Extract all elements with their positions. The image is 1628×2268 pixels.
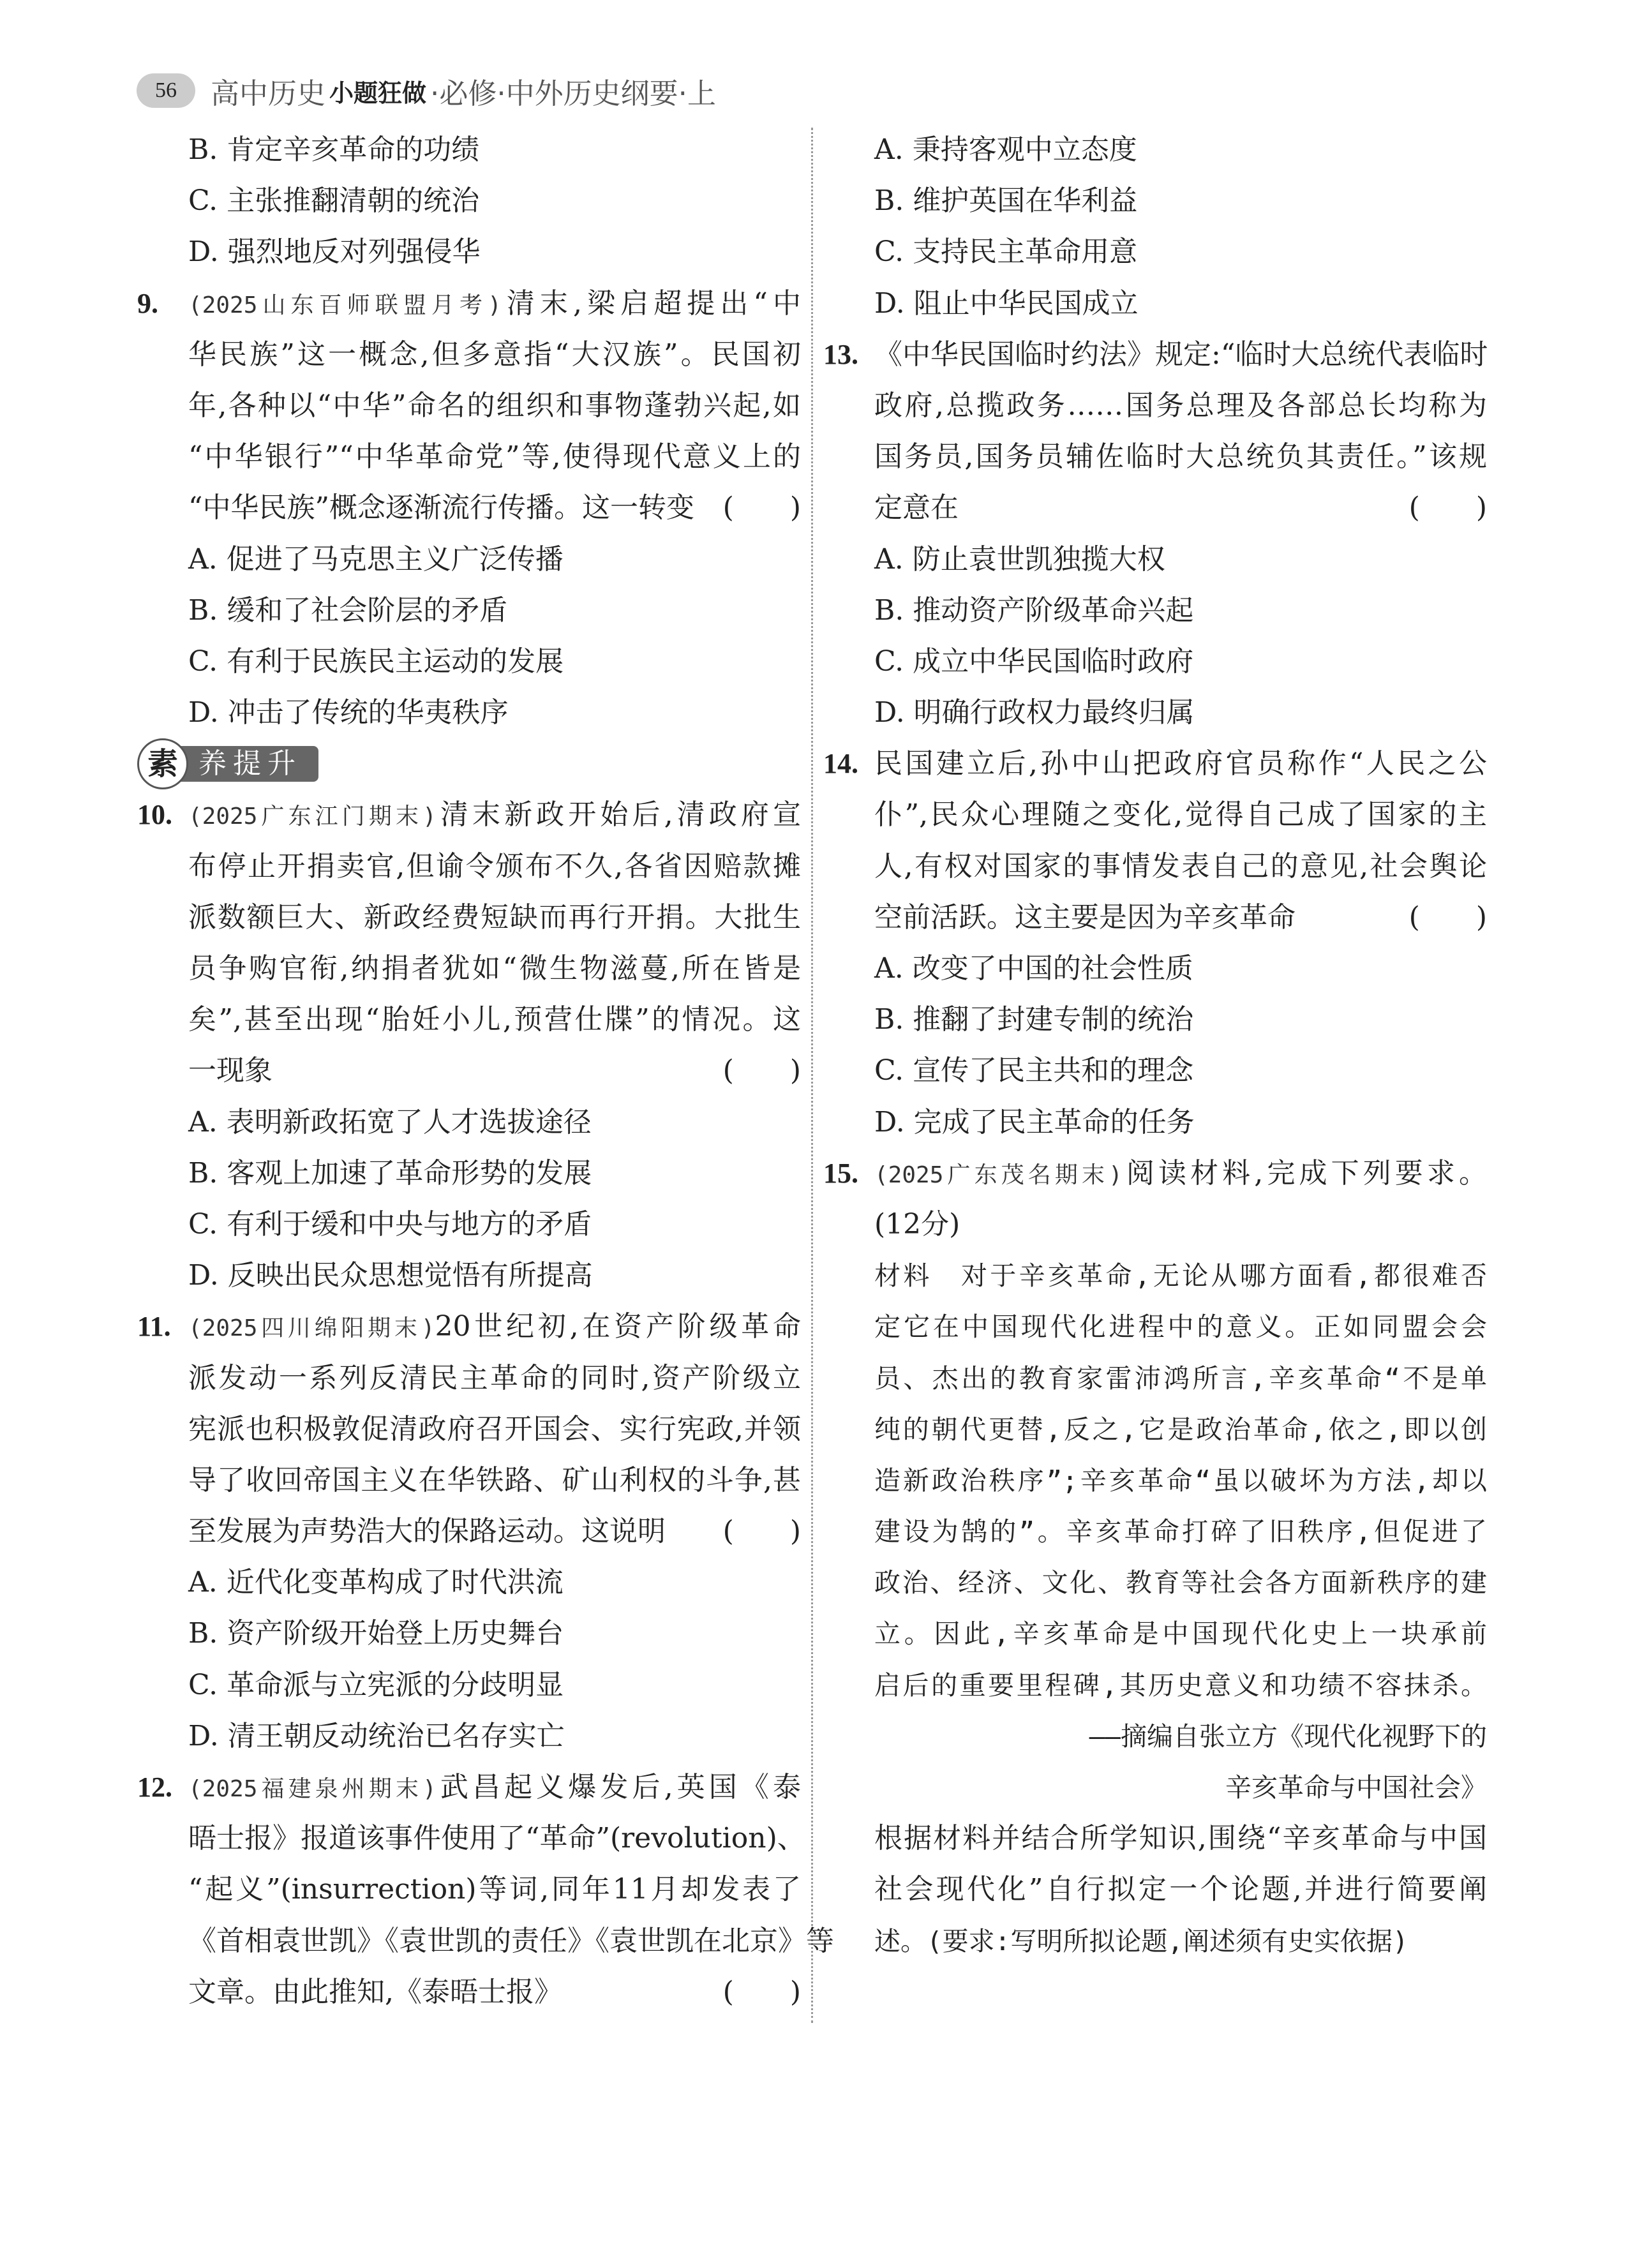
- answer-blank[interactable]: ( ): [722, 1515, 801, 1548]
- line-text: 造新政治秩序”;辛亥革命“虽以破坏为方法,却以: [874, 1465, 1487, 1496]
- question-text: [874, 1148, 1487, 1201]
- option-text: D. 反映出民众思想觉悟有所提高: [188, 1259, 593, 1292]
- line-text: 纯的朝代更替,反之,它是政治革命,依之,即以创: [874, 1414, 1487, 1445]
- question-line: [137, 1455, 801, 1506]
- question-line: [823, 482, 1487, 533]
- question-line: [823, 841, 1487, 892]
- question-text-segment: (12分): [874, 1207, 960, 1241]
- answer-option: [823, 124, 1487, 175]
- question-text-segment: 年,各种以“中华”命名的组织和事物蓬勃兴起,如: [188, 389, 801, 422]
- option-text: C. 革命派与立宪派的分歧明显: [188, 1668, 564, 1701]
- requirement-line: [823, 1813, 1487, 1864]
- question-text: [874, 431, 1487, 482]
- question-text-segment: 《中华民国临时约法》规定:“临时大总统代表临时: [874, 338, 1488, 371]
- option-text: C. 主张推翻清朝的统治: [188, 184, 480, 218]
- question-number: 15.: [823, 1157, 858, 1189]
- line-text: 立。因此,辛亥革命是中国现代化史上一块承前: [874, 1618, 1487, 1650]
- answer-option: [137, 1250, 801, 1301]
- answer-option: [823, 994, 1487, 1045]
- question-text: [188, 1967, 712, 2018]
- question-number: 11.: [137, 1311, 171, 1343]
- answer-option: [137, 175, 801, 227]
- option-text: B. 客观上加速了革命形势的发展: [188, 1156, 592, 1190]
- question-text: [874, 1199, 1487, 1250]
- answer-option: [823, 585, 1487, 636]
- option-text: C. 有利于民族民主运动的发展: [188, 645, 564, 678]
- question-line: [137, 329, 801, 380]
- question-text-segment: 政府,总揽政务……国务总理及各部总长均称为: [874, 389, 1487, 422]
- question-line: [823, 789, 1487, 840]
- question-text: [188, 380, 801, 431]
- line-text: 启后的重要里程碑,其历史意义和功绩不容抹杀。: [874, 1669, 1487, 1701]
- question-line: [137, 1045, 801, 1096]
- question-text: [188, 278, 801, 331]
- question-text-segment: 矣”,甚至出现“胎妊小儿,预营仕牒”的情况。这: [188, 1003, 801, 1036]
- question-source: (2025福建泉州期末): [188, 1776, 437, 1802]
- line-text: 材料 对于辛亥革命,无论从哪方面看,都很难否: [874, 1260, 1487, 1292]
- column-divider: [811, 128, 813, 2023]
- answer-option: [137, 1199, 801, 1250]
- line-text: 辛亥革命与中国社会》: [1225, 1772, 1487, 1803]
- material-line: [823, 1455, 1487, 1506]
- question-text: [874, 738, 1487, 789]
- question-line: [137, 482, 801, 533]
- question-text: [188, 892, 801, 943]
- question-source: (2025广东茂名期末): [874, 1161, 1123, 1188]
- question-text-segment: 布停止开捐卖官,但谕令颁布不久,各省因赔款摊: [188, 849, 801, 883]
- material-line: [823, 1250, 1487, 1301]
- requirement-line: [823, 1864, 1487, 1915]
- requirement-line: [823, 1916, 1487, 1967]
- question-line: [137, 994, 801, 1045]
- question-text: [188, 943, 801, 994]
- question-text: [188, 1353, 801, 1404]
- line-text: 根据材料并结合所学知识,围绕“辛亥革命与中国: [874, 1822, 1487, 1855]
- question-text-segment: “中华民族”概念逐渐流行传播。这一转变: [188, 491, 694, 525]
- line-text: ——摘编自张立方《现代化视野下的: [1089, 1720, 1487, 1752]
- answer-option: [823, 175, 1487, 227]
- question-text: [188, 1813, 805, 1864]
- question-text-segment: 仆”,民众心理随之变化,觉得自己成了国家的主: [874, 798, 1487, 832]
- material-line: [823, 1557, 1487, 1608]
- question-text-segment: 20世纪初,在资产阶级革命: [435, 1310, 801, 1343]
- answer-option: [137, 534, 801, 585]
- question-text: [188, 1045, 712, 1096]
- badge-circle-glyph: 素: [137, 738, 188, 789]
- answer-option: [137, 227, 801, 278]
- question-text-segment: “起义”(insurrection)等词,同年11月却发表了: [188, 1873, 801, 1906]
- line-text: 述。(要求:写明所拟论题,阐述须有史实依据): [874, 1925, 1408, 1957]
- answer-blank[interactable]: ( ): [1408, 900, 1487, 934]
- section-badge: [137, 738, 318, 789]
- question-text-segment: 晤士报》报道该事件使用了“革命”(revolution)、: [188, 1822, 805, 1855]
- answer-option: [823, 943, 1487, 994]
- question-text-segment: 派发动一系列反清民主革命的同时,资产阶级立: [188, 1361, 801, 1394]
- question-text: [188, 1455, 801, 1506]
- answer-option: [823, 687, 1487, 738]
- answer-option: [823, 1097, 1487, 1148]
- question-text-segment: 定意在: [874, 491, 959, 525]
- option-text: A. 秉持客观中立态度: [874, 133, 1137, 166]
- question-text-segment: 宪派也积极敦促清政府召开国会、实行宪政,并领: [188, 1412, 801, 1445]
- material-line: [823, 1404, 1487, 1455]
- answer-option: [137, 124, 801, 175]
- question-line: [137, 380, 801, 431]
- question-text-segment: 至发展为声势浩大的保路运动。这说明: [188, 1515, 666, 1548]
- material-line: [823, 1660, 1487, 1711]
- answer-option: [137, 1660, 801, 1711]
- question-text: [188, 329, 801, 380]
- header-title-prefix: 高中历史: [211, 76, 326, 110]
- question-line: [137, 1404, 801, 1455]
- right-column: [823, 124, 1487, 1967]
- option-text: B. 推翻了封建专制的统治: [874, 1003, 1194, 1036]
- question-12: [137, 1762, 801, 1813]
- question-text: [874, 892, 1398, 943]
- option-text: B. 推动资产阶级革命兴起: [874, 593, 1194, 627]
- option-text: D. 阻止中华民国成立: [874, 287, 1139, 320]
- question-text-segment: 清末新政开始后,清政府宣: [436, 798, 801, 832]
- left-column: [137, 124, 834, 2018]
- question-number: 13.: [823, 338, 858, 370]
- citation-line: [823, 1762, 1487, 1813]
- question-line: [137, 1916, 834, 1967]
- answer-blank[interactable]: ( ): [722, 1054, 801, 1087]
- question-line: [137, 892, 801, 943]
- answer-blank[interactable]: ( ): [722, 1975, 801, 2008]
- question-text: [874, 789, 1487, 840]
- material-line: [823, 1506, 1487, 1557]
- answer-option: [823, 636, 1487, 687]
- citation-line: [823, 1711, 1487, 1762]
- question-15: [823, 1148, 1487, 1199]
- answer-option: [137, 1711, 801, 1762]
- question-line: [137, 1353, 801, 1404]
- option-text: A. 近代化变革构成了时代洪流: [188, 1566, 564, 1599]
- question-text: [874, 482, 1398, 533]
- line-text: 社会现代化”自行拟定一个论题,并进行简要阐: [874, 1873, 1487, 1906]
- material-line: [823, 1353, 1487, 1404]
- answer-option: [137, 1097, 801, 1148]
- question-text-segment: “中华银行”“中华革命党”等,使得现代意义上的: [188, 440, 801, 474]
- option-text: C. 支持民主革命用意: [874, 235, 1138, 269]
- answer-option: [823, 1045, 1487, 1096]
- question-line: [823, 380, 1487, 431]
- question-text-segment: 员争购官衔,纳捐者犹如“微生物滋蔓,所在皆是: [188, 952, 801, 985]
- question-text: [188, 431, 801, 482]
- question-text-segment: 人,有权对国家的事情发表自己的意见,社会舆论: [874, 849, 1487, 883]
- answer-option: [823, 278, 1487, 329]
- question-source: (2025广东江门期末): [188, 803, 437, 830]
- option-text: D. 清王朝反动统治已名存实亡: [188, 1719, 565, 1752]
- option-text: B. 资产阶级开始登上历史舞台: [188, 1617, 564, 1650]
- question-text-segment: 空前活跃。这主要是因为辛亥革命: [874, 900, 1296, 934]
- section-heading: [137, 738, 801, 789]
- option-text: C. 成立中华民国临时政府: [874, 645, 1194, 678]
- question-text: [188, 1916, 834, 1967]
- answer-option: [137, 636, 801, 687]
- question-text: [874, 841, 1487, 892]
- header-title-suffix: ·必修·中外历史纲要·上: [430, 76, 716, 110]
- question-text-segment: 《首相袁世凯》《袁世凯的责任》《袁世凯在北京》等: [188, 1924, 834, 1957]
- question-text-segment: 一现象: [188, 1054, 273, 1087]
- question-11: [137, 1301, 801, 1352]
- option-text: D. 完成了民主革命的任务: [874, 1105, 1195, 1138]
- question-text: [188, 482, 712, 533]
- question-text: [188, 1301, 801, 1354]
- line-text: 政治、经济、文化、教育等社会各方面新秩序的建: [874, 1567, 1487, 1599]
- question-number: 9.: [137, 287, 158, 319]
- question-line: [823, 1199, 1487, 1250]
- option-text: A. 促进了马克思主义广泛传播: [188, 542, 564, 576]
- material-line: [823, 1608, 1487, 1659]
- option-text: B. 缓和了社会阶层的矛盾: [188, 593, 508, 627]
- option-text: C. 有利于缓和中央与地方的矛盾: [188, 1207, 592, 1241]
- option-text: D. 明确行政权力最终归属: [874, 696, 1195, 729]
- answer-option: [137, 1148, 801, 1199]
- answer-option: [137, 687, 801, 738]
- question-line: [137, 431, 801, 482]
- question-text: [188, 789, 801, 842]
- option-text: A. 防止袁世凯独揽大权: [874, 542, 1165, 576]
- question-source: (2025四川绵阳期末): [188, 1315, 435, 1342]
- question-text-segment: 民国建立后,孙中山把政府官员称作“人民之公: [874, 747, 1487, 780]
- line-text: 定它在中国现代化进程中的意义。正如同盟会会: [874, 1311, 1487, 1343]
- question-source: (2025山东百师联盟月考): [188, 292, 502, 318]
- question-text: [188, 1864, 801, 1915]
- question-line: [823, 431, 1487, 482]
- page-header: [137, 71, 716, 110]
- page-number: 56: [137, 73, 195, 108]
- line-text: 建设为鹄的”。辛亥革命打碎了旧秩序,但促进了: [874, 1516, 1487, 1548]
- option-text: D. 冲击了传统的华夷秩序: [188, 696, 509, 729]
- question-text: [874, 329, 1487, 380]
- line-text: 员、杰出的教育家雷沛鸿所言,辛亥革命“不是单: [874, 1362, 1487, 1394]
- answer-option: [823, 534, 1487, 585]
- question-text-segment: 清末,梁启超提出“中: [501, 287, 802, 320]
- option-text: C. 宣传了民主共和的理念: [874, 1054, 1194, 1087]
- option-text: B. 肯定辛亥革命的功绩: [188, 133, 480, 166]
- question-line: [137, 1967, 801, 2018]
- question-text: [188, 841, 801, 892]
- question-14: [823, 738, 1487, 789]
- question-text-segment: 国务员,国务员辅佐临时大总统负其责任。”该规: [874, 440, 1487, 474]
- question-number: 14.: [823, 748, 858, 780]
- option-text: A. 表明新政拓宽了人才选拔途径: [188, 1105, 592, 1138]
- answer-option: [137, 585, 801, 636]
- question-number: 10.: [137, 799, 172, 831]
- question-number: 12.: [137, 1772, 172, 1803]
- question-line: [137, 1864, 801, 1915]
- question-text: [188, 1762, 801, 1815]
- question-text: [874, 380, 1487, 431]
- question-line: [137, 1813, 805, 1864]
- option-text: B. 维护英国在华利益: [874, 184, 1138, 218]
- question-line: [137, 841, 801, 892]
- badge-label: 养提升: [175, 746, 318, 782]
- question-text-segment: 华民族”这一概念,但多意指“大汉族”。民国初: [188, 338, 801, 371]
- question-13: [823, 329, 1487, 380]
- answer-option: [823, 227, 1487, 278]
- answer-option: [137, 1557, 801, 1608]
- question-line: [137, 1506, 801, 1557]
- material-line: [823, 1301, 1487, 1352]
- question-line: [823, 892, 1487, 943]
- question-line: [137, 943, 801, 994]
- brand-logo: 小题狂做: [329, 78, 427, 107]
- question-text-segment: 文章。由此推知,《泰晤士报》: [188, 1975, 562, 2008]
- question-10: [137, 789, 801, 840]
- option-text: A. 改变了中国的社会性质: [874, 952, 1193, 985]
- question-text: [188, 1404, 801, 1455]
- question-text-segment: 导了收回帝国主义在华铁路、矿山利权的斗争,甚: [188, 1463, 801, 1496]
- question-text: [188, 1506, 712, 1557]
- question-text: [188, 994, 801, 1045]
- question-text-segment: 阅读材料,完成下列要求。: [1122, 1156, 1487, 1190]
- answer-blank[interactable]: ( ): [1408, 491, 1487, 525]
- question-text-segment: 武昌起义爆发后,英国《泰: [436, 1771, 801, 1803]
- answer-option: [137, 1608, 801, 1659]
- answer-blank[interactable]: ( ): [722, 491, 801, 525]
- option-text: D. 强烈地反对列强侵华: [188, 235, 481, 269]
- question-9: [137, 278, 801, 329]
- question-text-segment: 派数额巨大、新政经费短缺而再行开捐。大批生: [188, 900, 801, 934]
